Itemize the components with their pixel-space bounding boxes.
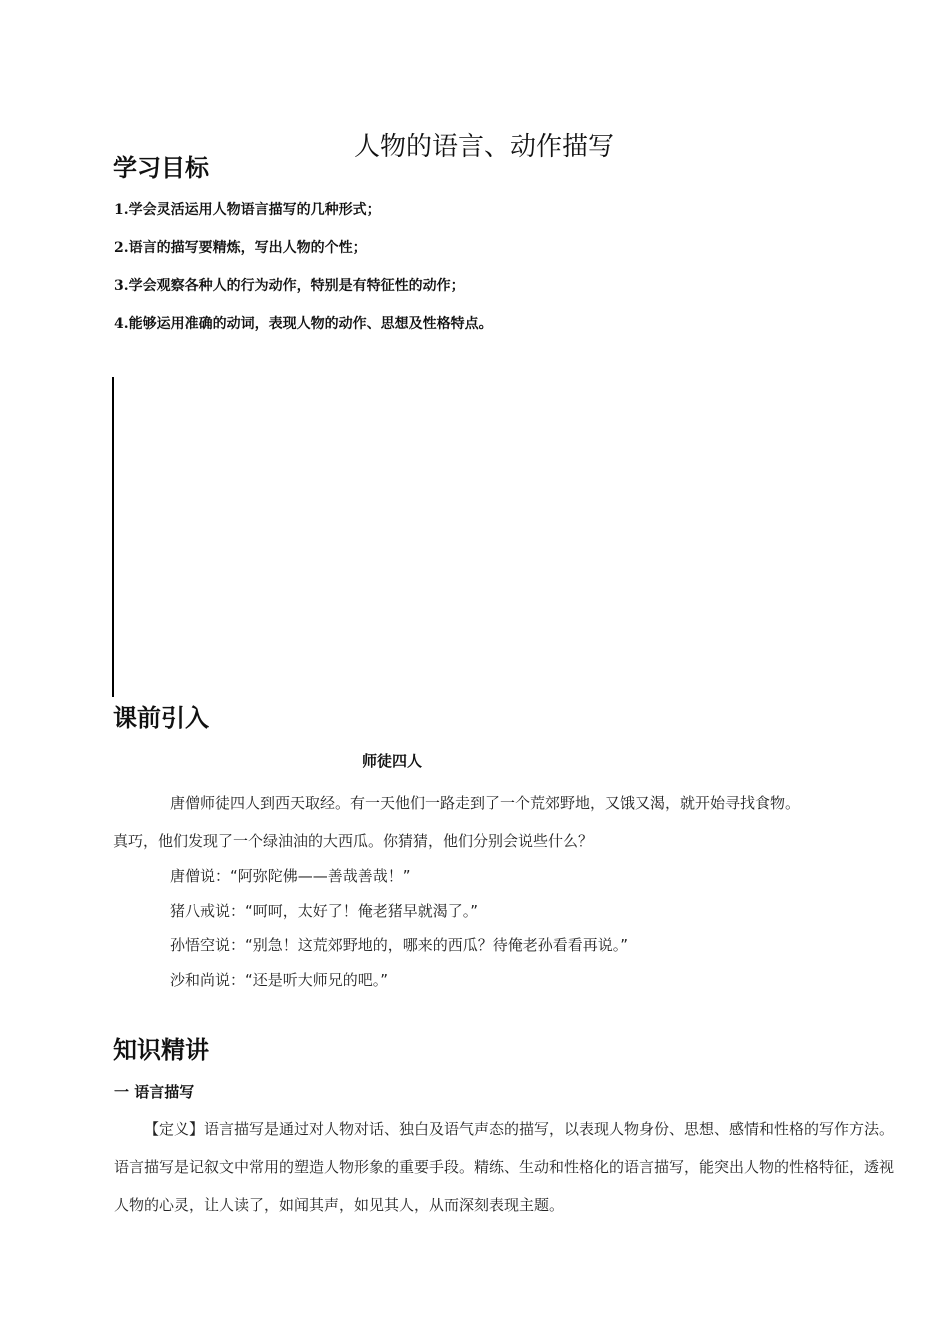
definition-paragraph: 【定义】语言描写是通过对人物对话、独白及语气声态的描写，以表现人物身份、思想、感情和性格的写作方法。语言描写是记叙文中常用的塑造人物形象的重要手段。精练、生动和性格化的语言描写，能突出人物的性格特征，透视人物的心灵，让人读了，如闻其声，如见其人，从而深刻表现主题。 — [114, 1120, 895, 1214]
dialogue-line: 唐僧说：“阿弥陀佛——善哉善哉！” — [170, 867, 411, 885]
goal-item: 4.能够运用准确的动词，表现人物的动作、思想及性格特点。 — [114, 316, 493, 332]
page-title: 人物的语言、动作描写 — [354, 132, 615, 162]
intro-heading: 课前引入 — [113, 704, 209, 732]
goal-item: 1.学会灵活运用人物语言描写的几种形式； — [114, 202, 381, 218]
dialogue-line: 猪八戒说：“呵呵，太好了！俺老猪早就渴了。” — [170, 902, 479, 920]
knowledge-heading: 知识精讲 — [113, 1036, 209, 1064]
goal-item: 2.语言的描写要精炼，写出人物的个性； — [114, 240, 367, 256]
section-heading: 一 语言描写 — [114, 1083, 195, 1101]
dialogue-line: 孙悟空说：“别急！这荒郊野地的，哪来的西瓜？待俺老孙看看再说。” — [170, 936, 629, 954]
dialogue-line: 沙和尚说：“还是听大师兄的吧。” — [170, 971, 389, 989]
goal-item: 3.学会观察各种人的行为动作，特别是有特征性的动作； — [114, 278, 465, 294]
story-line: 唐僧师徒四人到西天取经。有一天他们一路走到了一个荒郊野地，又饿又渴，就开始寻找食物。 — [170, 794, 801, 812]
margin-rule — [112, 377, 114, 697]
story-line: 真巧，他们发现了一个绿油油的大西瓜。你猜猜，他们分别会说些什么？ — [113, 832, 594, 850]
goals-heading: 学习目标 — [113, 154, 209, 182]
story-title: 师徒四人 — [362, 752, 423, 770]
